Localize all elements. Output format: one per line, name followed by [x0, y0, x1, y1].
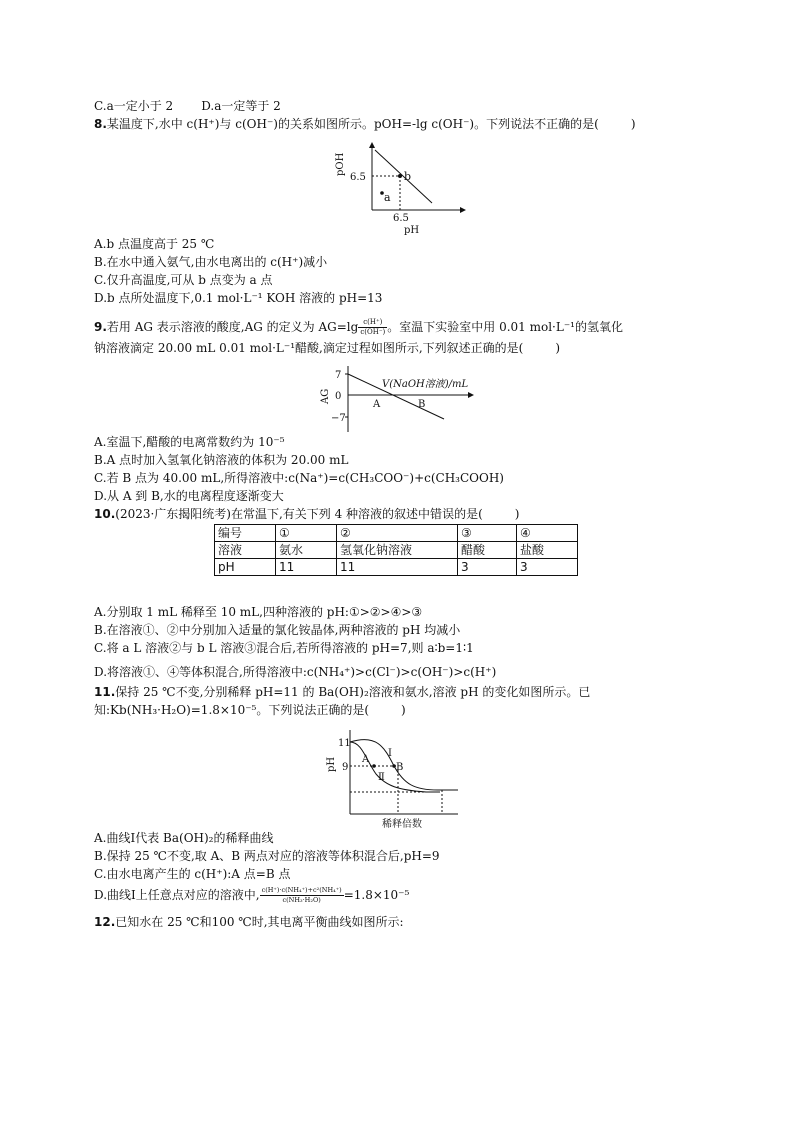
q7-option-d: D.a一定等于 2 [201, 99, 281, 113]
table-cell: 3 [517, 559, 578, 576]
q10-option-b: B.在溶液①、②中分别加入适量的氯化铵晶体,两种溶液的 pH 均减小 [94, 623, 461, 637]
q8-stem [94, 116, 636, 132]
q8-ytick: 6.5 [350, 172, 366, 183]
q9-stem-a: 若用 AG 表示溶液的酸度,AG 的定义为 AG=lg [106, 320, 359, 334]
q8-option-c: C.仅升高温度,可从 b 点变为 a 点 [94, 273, 273, 287]
table-cell: 11 [276, 559, 337, 576]
q10-stem-text: (2023·广东揭阳统考)在常温下,有关下列 4 种溶液的叙述中错误的是( [115, 507, 483, 521]
q10-option-a: A.分别取 1 mL 稀释至 10 mL,四种溶液的 pH:①>②>④>③ [94, 605, 423, 619]
q8-number: 8. [94, 117, 107, 131]
q9-stem-line2 [94, 340, 560, 356]
q11-option-b: B.保持 25 ℃不变,取 A、B 两点对应的溶液等体积混合后,pH=9 [94, 849, 440, 863]
q10-stem [94, 506, 519, 522]
q11-option-c: C.由水电离产生的 c(H⁺):A 点=B 点 [94, 867, 291, 881]
q11-optd-den: c(NH₃·H₂O) [282, 896, 321, 904]
q11-option-a: A.曲线Ⅰ代表 Ba(OH)₂的稀释曲线 [94, 831, 274, 845]
q10-paren: ) [514, 507, 520, 521]
q9-ytick-mid: 0 [335, 391, 342, 402]
q11-paren: ) [401, 703, 406, 717]
q9-ylabel: AG [320, 388, 331, 404]
q8-option-a: A.b 点温度高于 25 ℃ [94, 237, 215, 251]
q11-ytick-mid: 9 [342, 762, 349, 773]
q8-stem-text: 某温度下,水中 c(H⁺)与 c(OH⁻)的关系如图所示。pOH=-lg c(OH⁻)。下列说法不正确的是( [106, 117, 599, 131]
q11-point-a: A [362, 754, 370, 765]
q9-option-a: A.室温下,醋酸的电离常数约为 10⁻⁵ [94, 435, 285, 449]
table-cell: 盐酸 [517, 542, 578, 559]
q9-stem-c: 钠溶液滴定 20.00 mL 0.01 mol·L⁻¹醋酸,滴定过程如图所示,下列叙述正确的是( [94, 341, 524, 355]
table-cell: 3 [458, 559, 517, 576]
q11-stem-line1 [94, 684, 590, 700]
q8-xlabel: pH [404, 225, 420, 236]
q11-number: 11. [94, 685, 116, 699]
q8-option-d: D.b 点所处温度下,0.1 mol·L⁻¹ KOH 溶液的 pH=13 [94, 291, 383, 305]
q11-xlabel: 稀释倍数 [382, 819, 422, 830]
q8-figure [330, 138, 470, 238]
q9-frac-num: c(H⁺) [358, 318, 387, 328]
q11-optd-value: =1.8×10⁻⁵ [343, 888, 410, 902]
q8-xtick: 6.5 [393, 213, 409, 224]
q8-paren: ) [630, 117, 636, 131]
table-cell: 氨水 [276, 542, 337, 559]
table-row [215, 542, 578, 559]
q9-option-d: D.从 A 到 B,水的电离程度逐渐变大 [94, 489, 284, 503]
table-cell: 溶液 [215, 542, 276, 559]
q9-frac-den: c(OH⁻) [360, 328, 386, 336]
q11-curve2-label: Ⅱ [378, 772, 385, 783]
q8-point-b: b [404, 170, 412, 183]
q8-point-a: a [384, 191, 391, 204]
q10-option-c: C.将 a L 溶液②与 b L 溶液③混合后,若所得溶液的 pH=7,则 a∶b=1∶1 [94, 641, 474, 655]
table-cell: 11 [337, 559, 458, 576]
q11-ytick-top: 11 [338, 738, 351, 749]
table-row [215, 525, 578, 542]
q9-ytick-bot: −7 [331, 413, 346, 424]
q10-option-d: D.将溶液①、④等体积混合,所得溶液中:c(NH₄⁺)>c(Cl⁻)>c(OH⁻)>c(H⁺) [94, 665, 497, 679]
q11-optd-text: D.曲线Ⅰ上任意点对应的溶液中, [94, 888, 260, 902]
q11-figure [326, 726, 466, 832]
q9-stem-b: 。室温下实验室中用 0.01 mol·L⁻¹的氢氧化 [387, 320, 623, 334]
table-cell: ② [337, 525, 458, 542]
q9-point-b: B [418, 399, 426, 410]
q7-option-c: C.a一定小于 2 [94, 99, 174, 113]
q11-optd-fraction [260, 886, 344, 905]
q7-options [94, 98, 281, 114]
q9-point-a: A [373, 399, 381, 410]
q11-stem-b: 知:Kb(NH₃·H₂O)=1.8×10⁻⁵。下列说法正确的是( [94, 703, 370, 717]
table-cell: pH [215, 559, 276, 576]
table-cell: ④ [517, 525, 578, 542]
table-cell: 编号 [215, 525, 276, 542]
q10-number: 10. [94, 507, 116, 521]
table-cell: ③ [458, 525, 517, 542]
q10-table [214, 524, 578, 576]
q11-stem-a: 保持 25 ℃不变,分别稀释 pH=11 的 Ba(OH)₂溶液和氨水,溶液 pH 的变化如图所示。已 [115, 685, 591, 699]
q9-stem-line1 [94, 318, 623, 337]
q9-option-c: C.若 B 点为 40.00 mL,所得溶液中:c(Na⁺)=c(CH₃COO⁻)+c(CH₃COOH) [94, 471, 504, 485]
q11-optd-num: c(H⁺)·c(NH₄⁺)+c²(NH₄⁺) [261, 886, 342, 894]
q12-stem-text: 已知水在 25 ℃和100 ℃时,其电离平衡曲线如图所示: [115, 915, 404, 929]
q9-ag-fraction [358, 318, 387, 337]
q9-ytick-top: 7 [335, 370, 342, 381]
q11-stem-line2 [94, 702, 406, 718]
q9-paren: ) [555, 341, 561, 355]
q11-option-d [94, 886, 409, 905]
table-cell: 醋酸 [458, 542, 517, 559]
q8-ylabel: pOH [335, 152, 346, 176]
q8-option-b: B.在水中通入氨气,由水电离出的 c(H⁺)减小 [94, 255, 328, 269]
q9-figure [318, 362, 478, 434]
q9-number: 9. [94, 320, 107, 334]
q12-stem [94, 914, 404, 930]
table-cell: 氢氧化钠溶液 [337, 542, 458, 559]
q11-ylabel: pH [326, 756, 337, 772]
q12-number: 12. [94, 915, 116, 929]
table-row [215, 559, 578, 576]
q9-option-b: B.A 点时加入氢氧化钠溶液的体积为 20.00 mL [94, 453, 349, 467]
q9-xlabel: V(NaOH溶液)/mL [382, 379, 469, 390]
table-cell: ① [276, 525, 337, 542]
q11-point-b: B [396, 762, 404, 773]
q11-curve1-label: Ⅰ [388, 748, 392, 759]
